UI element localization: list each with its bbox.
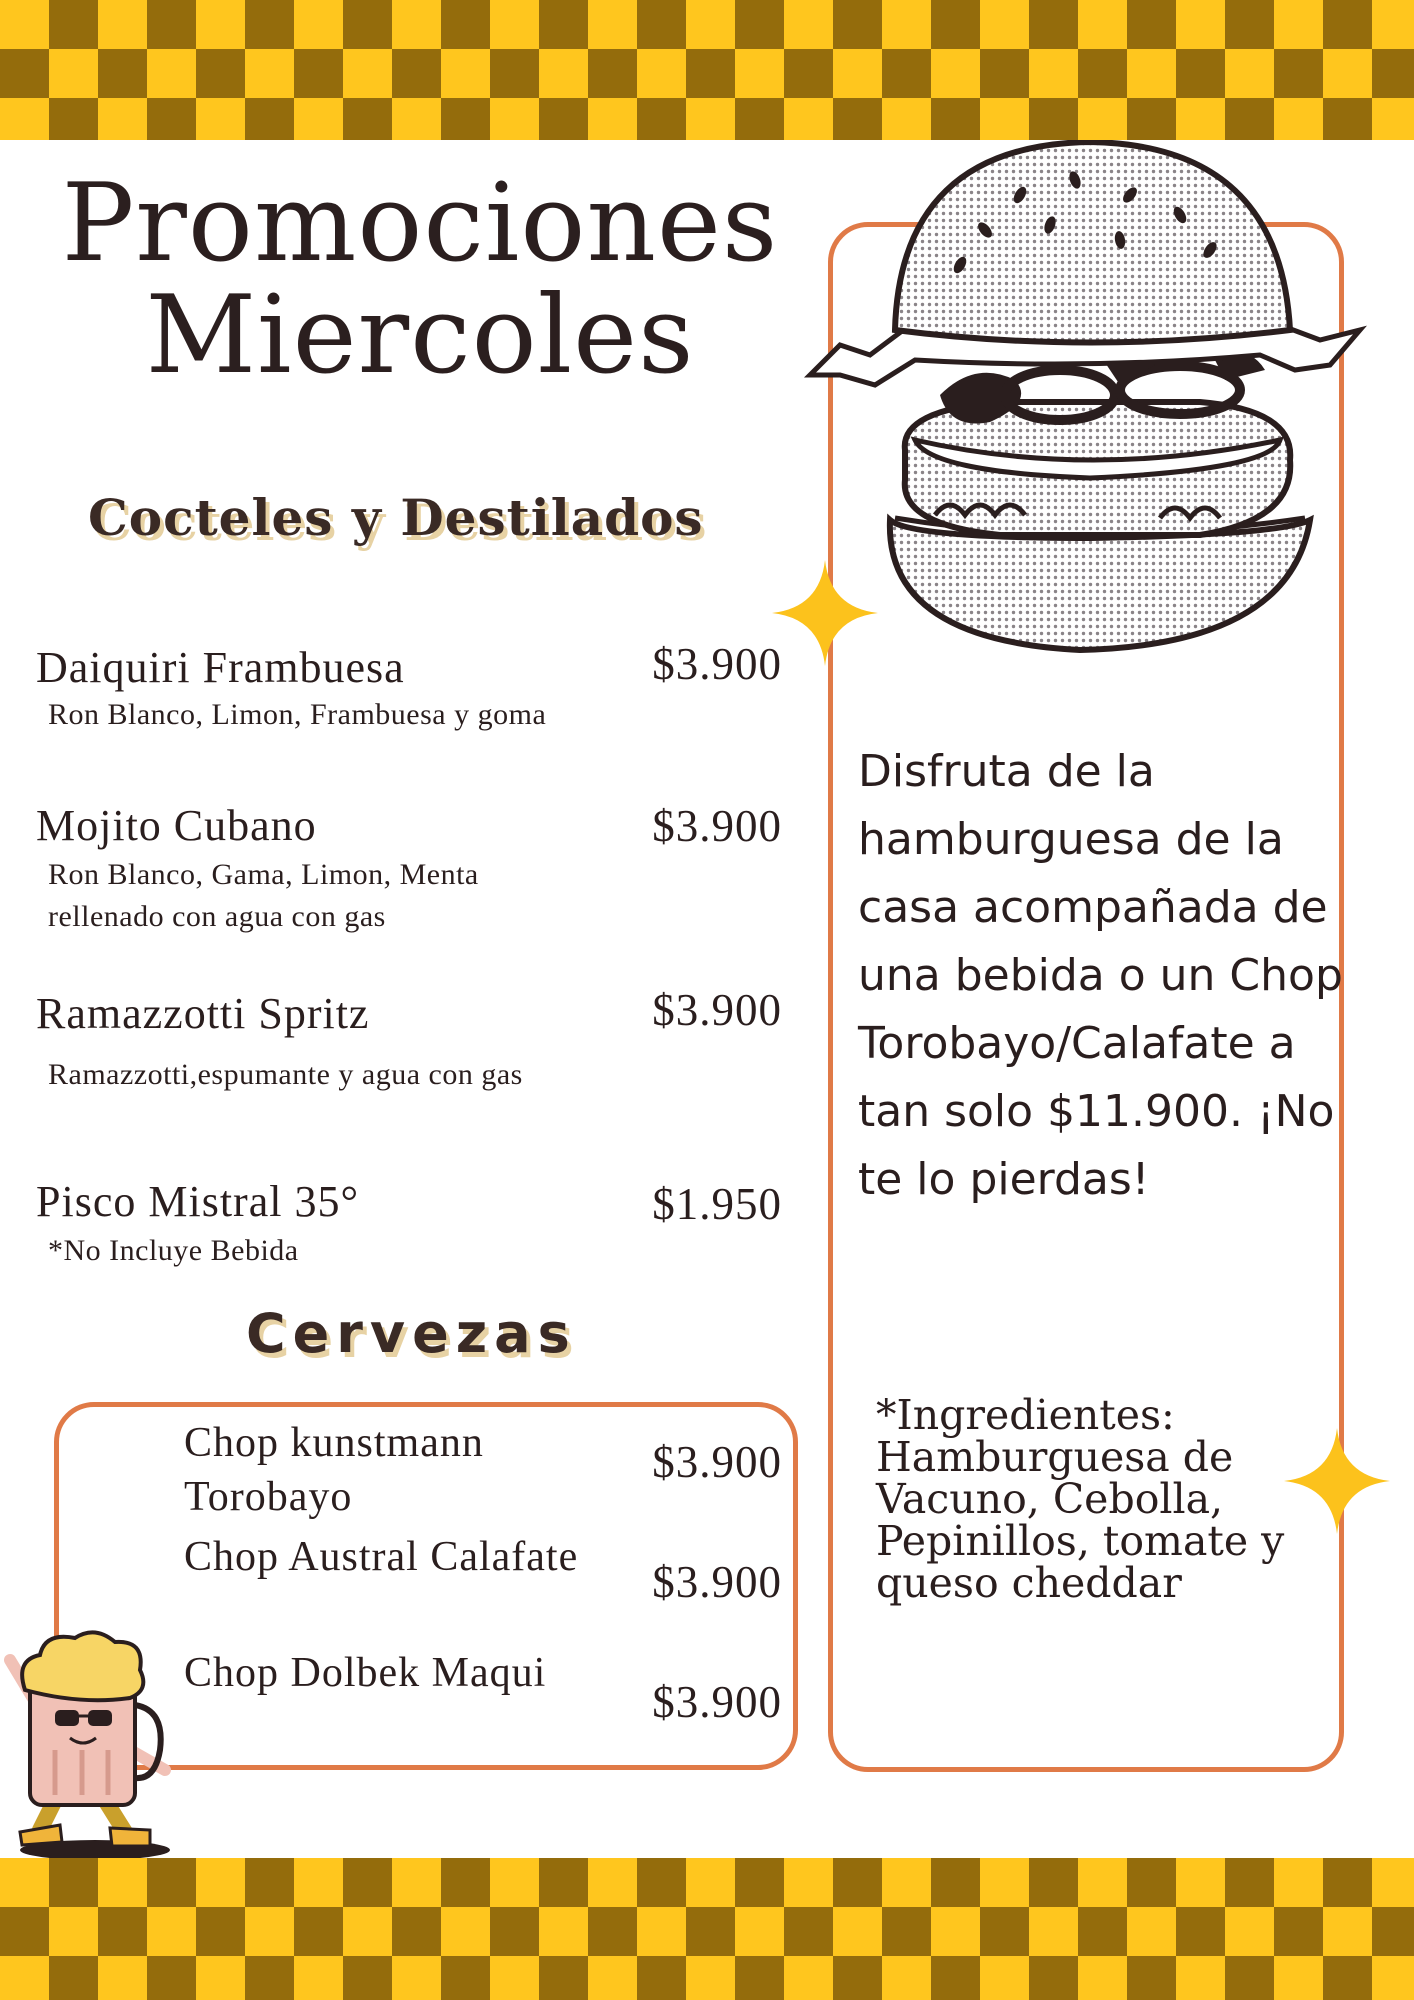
checker-border-top — [0, 0, 1414, 140]
title-line-1: Promociones — [61, 161, 779, 286]
beer-item-name: Chop Austral Calafate — [184, 1534, 579, 1580]
menu-item-price: $3.900 — [652, 801, 782, 851]
burger-icon — [800, 140, 1370, 670]
beer-item-price: $3.900 — [652, 1437, 782, 1487]
beer-item-price: $3.900 — [652, 1557, 782, 1607]
sparkle-icon — [1284, 1428, 1390, 1534]
menu-item-description: Ramazzotti,espumante y agua con gas — [48, 1058, 523, 1091]
menu-item-name: Ramazzotti Spritz — [36, 989, 370, 1038]
sparkle-icon — [772, 560, 878, 666]
checker-border-bottom — [0, 1858, 1414, 2000]
title-line-2: Miercoles — [145, 273, 695, 398]
beer-item-name: Chop Dolbek Maqui — [184, 1650, 547, 1696]
beer-mascot-icon — [0, 1620, 190, 1860]
menu-item-price: $3.900 — [652, 639, 782, 689]
menu-item-price: $3.900 — [652, 985, 782, 1035]
menu-item-description: Ron Blanco, Gama, Limon, Menta rellenado con agua con gas — [48, 858, 479, 933]
menu-item-description: Ron Blanco, Limon, Frambuesa y goma — [48, 698, 547, 731]
beer-item-name: Chop kunstmann Torobayo — [184, 1420, 484, 1520]
ingredients-text: *Ingredientes: Hamburguesa de Vacuno, Cebolla, Pepinillos, tomate y queso cheddar — [876, 1391, 1285, 1607]
menu-item-description: *No Incluye Bebida — [48, 1234, 299, 1267]
section-heading-cervezas: Cervezas — [246, 1302, 577, 1365]
menu-item-name: Pisco Mistral 35° — [36, 1177, 360, 1226]
menu-item-name: Mojito Cubano — [36, 801, 317, 850]
beer-item-price: $3.900 — [652, 1677, 782, 1727]
menu-item-price: $1.950 — [652, 1179, 782, 1229]
promo-text: Disfruta de la hamburguesa de la casa acompañada de una bebida o un Chop Torobayo/Calafate a tan solo $11.900. ¡No te lo pierdas! — [858, 746, 1343, 1205]
menu-item-name: Daiquiri Frambuesa — [36, 643, 405, 692]
page-title — [30, 161, 810, 398]
section-heading-cocteles: Cocteles y Destilados — [88, 488, 704, 547]
